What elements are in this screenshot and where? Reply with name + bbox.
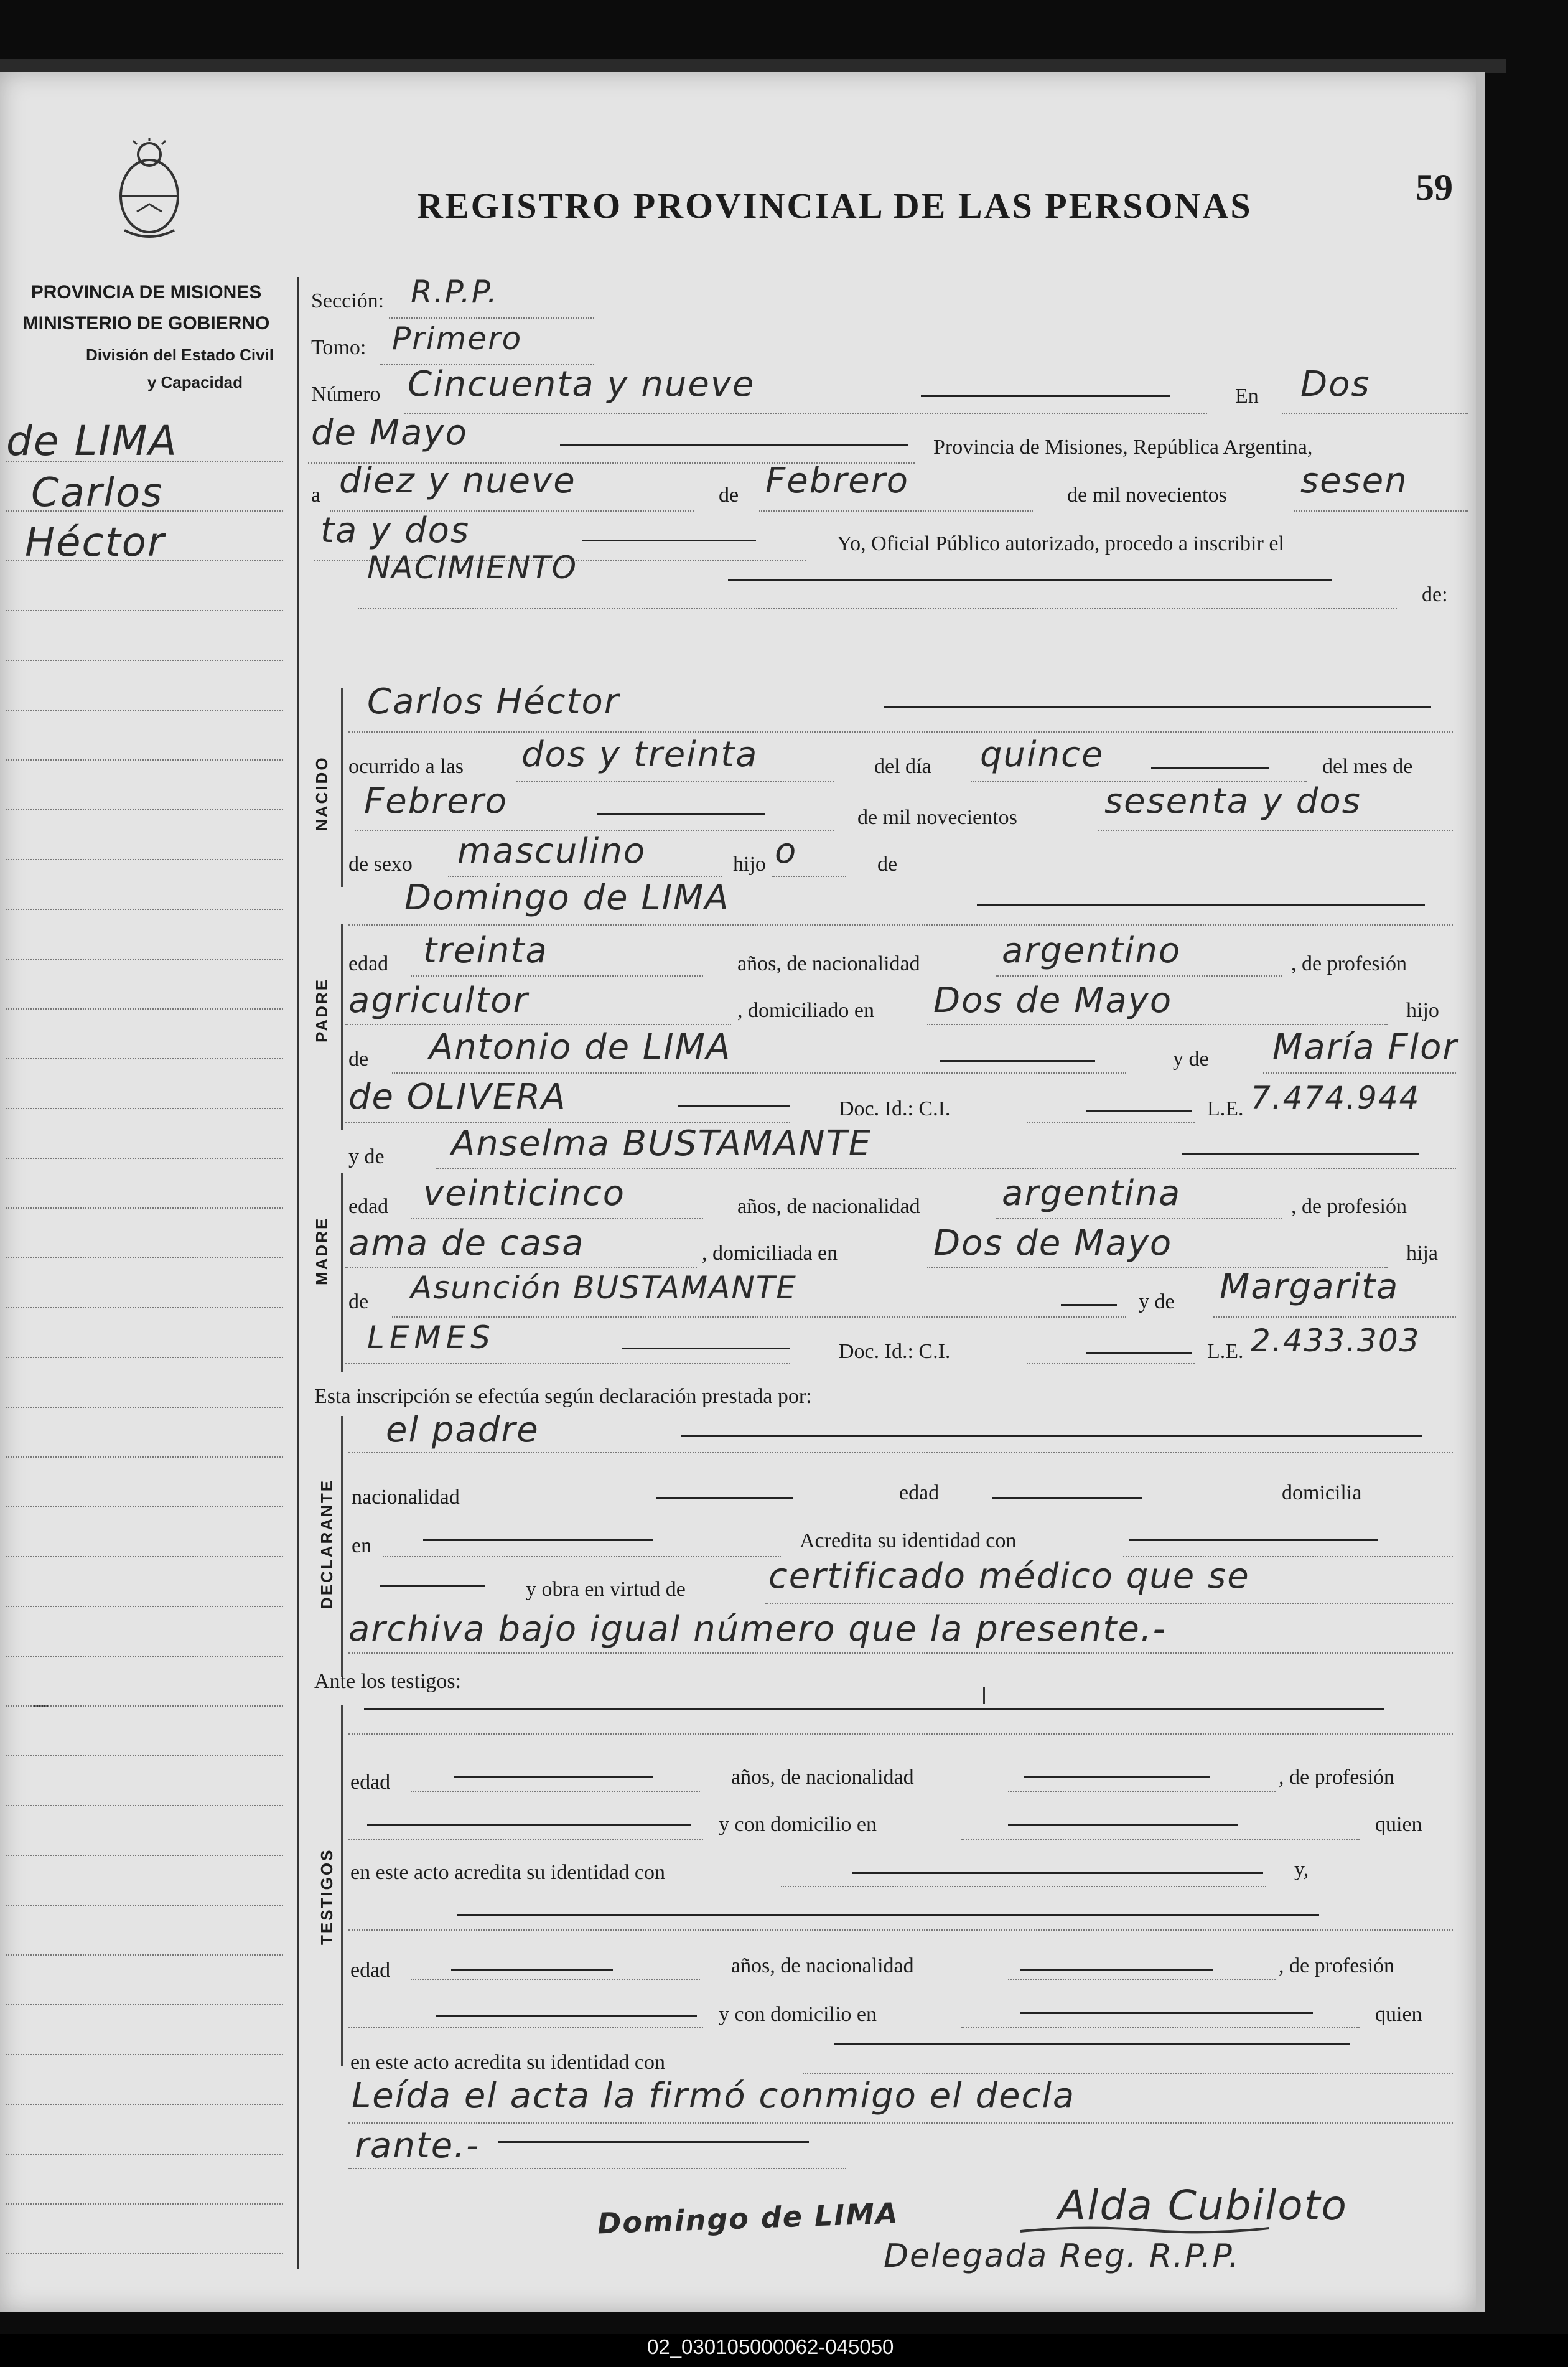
testigo-2-quien-label: quien <box>1375 2003 1422 2026</box>
padre-domicilio-value: Dos de Mayo <box>933 980 1173 1021</box>
madre-prof-label: , de profesión <box>1291 1195 1407 1218</box>
declarante-obra-value-2: archiva bajo igual número que la presente.- <box>348 1609 1167 1649</box>
issuer-capacity: y Capacidad <box>147 373 243 391</box>
hijo-label: hijo <box>733 853 766 876</box>
anio-value-2: ta y dos <box>320 510 470 551</box>
testigos-tick-mark <box>983 1687 985 1704</box>
padre-nac-label: años, de nacionalidad <box>737 952 920 975</box>
padre-le-value: 7.474.944 <box>1251 1080 1421 1116</box>
testigo-2-dom-label: y con domicilio en <box>719 2003 877 2026</box>
padre-madre-de-value-1: María Flor <box>1272 1027 1458 1067</box>
padre-profesion-value: agricultor <box>348 980 529 1021</box>
dia-value: quince <box>980 734 1104 775</box>
hora-value: dos y treinta <box>521 734 758 775</box>
testigo-1-y-label: y, <box>1294 1858 1309 1881</box>
padre-de-label: de <box>348 1048 369 1071</box>
padre-padre-de-value: Antonio de LIMA <box>429 1027 732 1067</box>
numero-label: Número <box>311 383 381 406</box>
testigo-1-prof-label: , de profesión <box>1279 1766 1395 1789</box>
declarante-side-label: DECLARANTE <box>317 1478 336 1609</box>
page-title: REGISTRO PROVINCIAL DE LAS PERSONAS <box>417 185 1253 226</box>
cierre-line-2: rante.- <box>355 2126 480 2166</box>
page-number: 59 <box>1416 167 1453 208</box>
sexo-label: de sexo <box>348 853 413 876</box>
declarante-bracket <box>341 1416 343 1677</box>
padre-edad-value: treinta <box>423 930 548 971</box>
testigo-1-acto-label: en este acto acredita su identidad con <box>350 1861 665 1884</box>
mes-fecha-value: Febrero <box>765 461 909 501</box>
testigo-2-acto-label: en este acto acredita su identidad con <box>350 2051 665 2074</box>
declarante-obra-value-1: certificado médico que se <box>768 1556 1250 1596</box>
acto-value: NACIMIENTO <box>367 550 578 586</box>
madre-madre-de-value-2: LEMES <box>367 1319 495 1356</box>
lugar-value-2: de Mayo <box>311 413 468 453</box>
padre-hijo-label: hijo <box>1406 999 1439 1022</box>
padre-nacionalidad-value: argentino <box>1002 930 1182 971</box>
declaracion-label: Esta inscripción se efectúa según declaración prestada por: <box>314 1385 812 1408</box>
cierre-line-1: Leída el acta la firmó conmigo el decla <box>352 2076 1076 2116</box>
national-crest-icon <box>112 137 187 240</box>
testigo-1-nac-label: años, de nacionalidad <box>731 1766 914 1789</box>
del-dia-label: del día <box>874 755 931 778</box>
madre-dom-label: , domiciliada en <box>702 1242 838 1265</box>
madre-profesion-value: ama de casa <box>348 1223 585 1263</box>
madre-nac-label: años, de nacionalidad <box>737 1195 920 1218</box>
madre-le-label: L.E. <box>1207 1340 1244 1363</box>
nacido-de-label: de <box>877 853 898 876</box>
padre-madre-de-value-2: de OLIVERA <box>348 1077 567 1117</box>
declarante-obra-label: y obra en virtud de <box>526 1578 686 1601</box>
margin-divider <box>297 277 299 2269</box>
testigos-bracket <box>341 1705 343 2066</box>
footer-code: 02_030105000062-045050 <box>647 2335 894 2358</box>
de-colon-label: de: <box>1422 583 1448 606</box>
padre-dom-label: , domiciliado en <box>737 999 875 1022</box>
testigo-2-nac-label: años, de nacionalidad <box>731 1954 914 1977</box>
madre-domicilio-value: Dos de Mayo <box>933 1223 1173 1263</box>
ocurrido-label: ocurrido a las <box>348 755 464 778</box>
nacido-side-label: NACIDO <box>312 756 331 831</box>
madre-le-value: 2.433.303 <box>1251 1323 1421 1359</box>
margin-note-name-2: Héctor <box>25 520 166 566</box>
mil-text: de mil novecientos <box>1067 484 1227 507</box>
nacido-bracket <box>341 688 343 887</box>
seccion-label: Sección: <box>311 289 385 312</box>
testigo-1-edad-label: edad <box>350 1771 391 1794</box>
padre-edad-label: edad <box>348 952 389 975</box>
dia-fecha-value: diez y nueve <box>339 461 576 501</box>
firma-declarante: Domingo de LIMA <box>597 2196 900 2241</box>
madre-nacionalidad-value: argentina <box>1002 1173 1182 1214</box>
declarante-nombre-value: el padre <box>386 1410 539 1450</box>
firma-oficial: Alda Cubiloto <box>1058 2182 1348 2229</box>
testigos-side-label: TESTIGOS <box>317 1848 336 1945</box>
madre-edad-label: edad <box>348 1195 389 1218</box>
mes-value: Febrero <box>364 781 508 822</box>
tomo-value: Primero <box>392 321 523 357</box>
provincia-text: Provincia de Misiones, República Argentina, <box>933 436 1313 459</box>
margin-note-surname: de LIMA <box>6 417 178 465</box>
hijo-value: o <box>775 831 798 871</box>
nacido-mil-label: de mil novecientos <box>857 806 1017 829</box>
madre-madre-de-value-1: Margarita <box>1220 1267 1399 1307</box>
issuer-division: División del Estado Civil <box>86 345 274 364</box>
en-label: En <box>1235 385 1259 408</box>
padre-side-label: PADRE <box>312 977 331 1043</box>
ante-testigos-label: Ante los testigos: <box>314 1670 462 1693</box>
testigo-1-dom-label: y con domicilio en <box>719 1813 877 1836</box>
testigo-2-edad-label: edad <box>350 1959 391 1982</box>
a-label: a <box>311 484 321 507</box>
book-spine <box>0 59 1506 73</box>
anio-value-1: sesen <box>1300 461 1408 501</box>
declarante-nac-label: nacionalidad <box>352 1486 460 1509</box>
madre-nombre-value: Anselma BUSTAMANTE <box>451 1123 872 1164</box>
declarante-en-label: en <box>352 1534 372 1557</box>
del-mes-label: del mes de <box>1322 755 1413 778</box>
declarante-edad-label: edad <box>899 1481 940 1504</box>
margin-note-name-1: Carlos <box>31 470 164 516</box>
testigo-1-quien-label: quien <box>1375 1813 1422 1836</box>
yo-text: Yo, Oficial Público autorizado, procedo a inscribir el <box>837 532 1284 555</box>
numero-value: Cincuenta y nueve <box>408 364 755 405</box>
register-page <box>0 72 1485 2312</box>
madre-de-label: de <box>348 1290 369 1313</box>
madre-edad-value: veinticinco <box>423 1173 626 1214</box>
de-label: de <box>719 484 739 507</box>
issuer-province: PROVINCIA DE MISIONES <box>30 282 262 302</box>
padre-y-de-label: y de <box>1173 1048 1209 1071</box>
padre-doc-label: Doc. Id.: C.I. <box>839 1097 951 1120</box>
madre-side-label: MADRE <box>312 1216 331 1285</box>
issuer-block <box>12 277 280 398</box>
seccion-value: R.P.P. <box>411 274 498 310</box>
delegada-label: Delegada Reg. R.P.P. <box>884 2238 1241 2275</box>
padre-nombre-value: Domingo de LIMA <box>404 878 730 918</box>
madre-y-de-label: y de <box>348 1145 385 1168</box>
madre-padre-de-value: Asunción BUSTAMANTE <box>411 1270 797 1306</box>
madre-doc-label: Doc. Id.: C.I. <box>839 1340 951 1363</box>
tomo-label: Tomo: <box>311 336 366 359</box>
declarante-acredita-label: Acredita su identidad con <box>800 1529 1017 1552</box>
sexo-value: masculino <box>457 831 646 871</box>
issuer-ministry: MINISTERIO DE GOBIERNO <box>22 313 270 334</box>
padre-prof-label: , de profesión <box>1291 952 1407 975</box>
nacido-anio-value: sesenta y dos <box>1104 781 1361 822</box>
testigo-2-prof-label: , de profesión <box>1279 1954 1395 1977</box>
padre-bracket <box>341 924 343 1130</box>
madre-y-de-2-label: y de <box>1139 1290 1175 1313</box>
padre-le-label: L.E. <box>1207 1097 1244 1120</box>
lugar-value-1: Dos <box>1300 364 1371 405</box>
declarante-dom-label: domicilia <box>1282 1481 1362 1504</box>
madre-hija-label: hija <box>1406 1242 1438 1265</box>
nacido-nombre-value: Carlos Héctor <box>367 682 620 722</box>
madre-bracket <box>341 1173 343 1372</box>
